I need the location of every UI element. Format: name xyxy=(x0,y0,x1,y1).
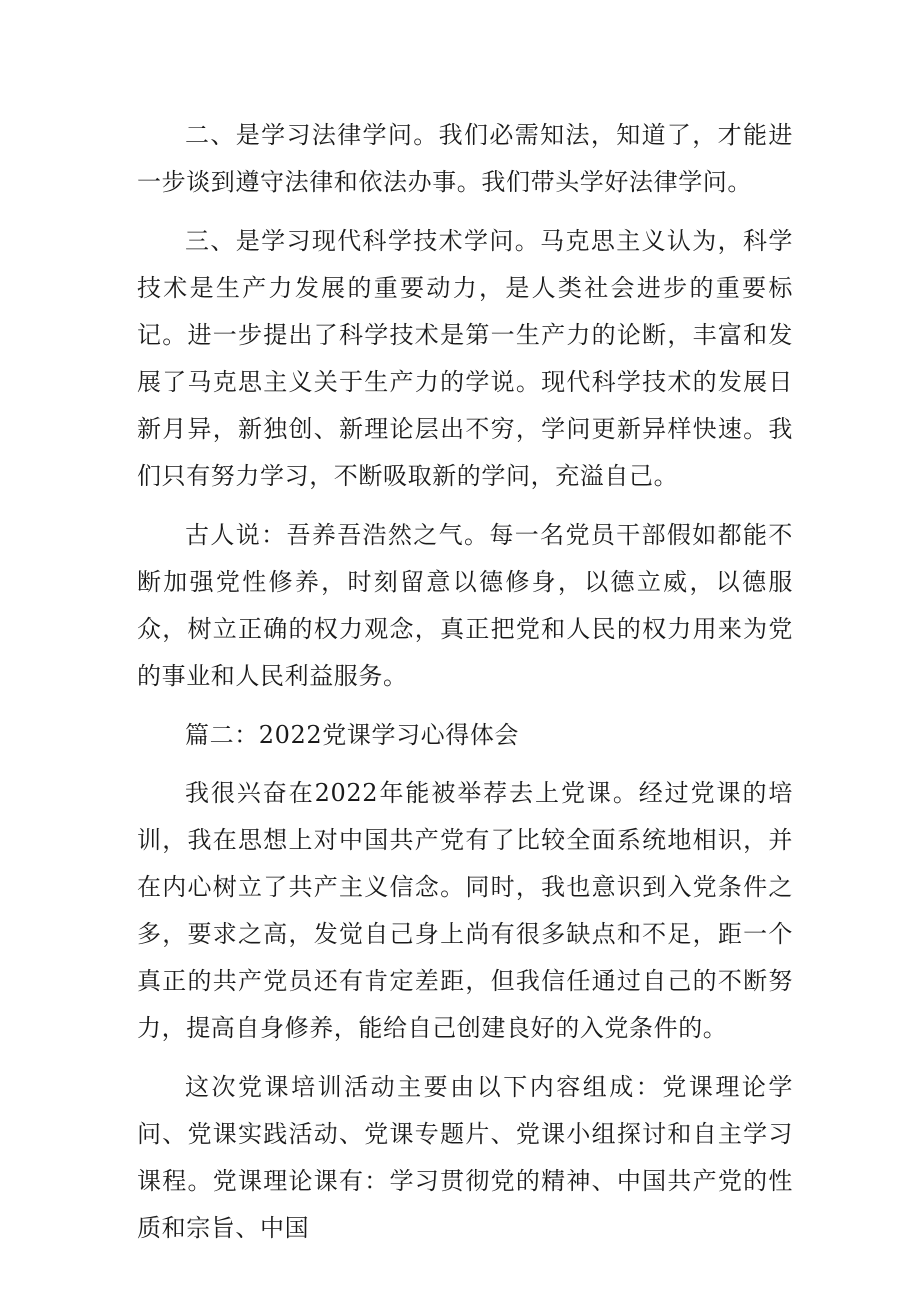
paragraph-law-knowledge: 二、是学习法律学问。我们必需知法，知道了，才能进一步谈到遵守法律和依法办事。我们带头学好法律学问。 xyxy=(137,121,793,196)
paragraph-science-technology: 三、是学习现代科学技术学问。马克思主义认为，科学技术是生产力发展的重要动力，是人类社会进步的重要标记。进一步提出了科学技术是第一生产力的论断，丰富和发展了马克思主义关于生产力的学说。现代科学技术的发展日新月异，新独创、新理论层出不穷，学问更新异样快速。我们只有努力学习，不断吸取新的学问，充溢自己。 xyxy=(137,227,793,490)
paragraph-training-content: 这次党课培训活动主要由以下内容组成：党课理论学问、党课实践活动、党课专题片、党课小组探讨和自主学习课程。党课理论课有：学习贯彻党的精神、中国共产党的性质和宗旨、中国 xyxy=(137,1073,793,1242)
document-body xyxy=(137,112,793,1264)
paragraph-ancient-saying: 古人说：吾养吾浩然之气。每一名党员干部假如都能不断加强党性修养，时刻留意以德修身，以德立威，以德服众，树立正确的权力观念，真正把党和人民的权力用来为党的事业和人民利益服务。 xyxy=(137,521,793,690)
paragraph-party-class-experience: 我很兴奋在2022年能被举荐去上党课。经过党课的培训，我在思想上对中国共产党有了比较全面系统地相识，并在内心树立了共产主义信念。同时，我也意识到入党条件之多，要求之高，发觉自己身上尚有很多缺点和不足，距一个真正的共产党员还有肯定差距，但我信任通过自己的不断努力，提高自身修养，能给自己创建良好的入党条件的。 xyxy=(137,779,793,1042)
section-heading-part-two: 篇二：2022党课学习心得体会 xyxy=(185,721,520,749)
